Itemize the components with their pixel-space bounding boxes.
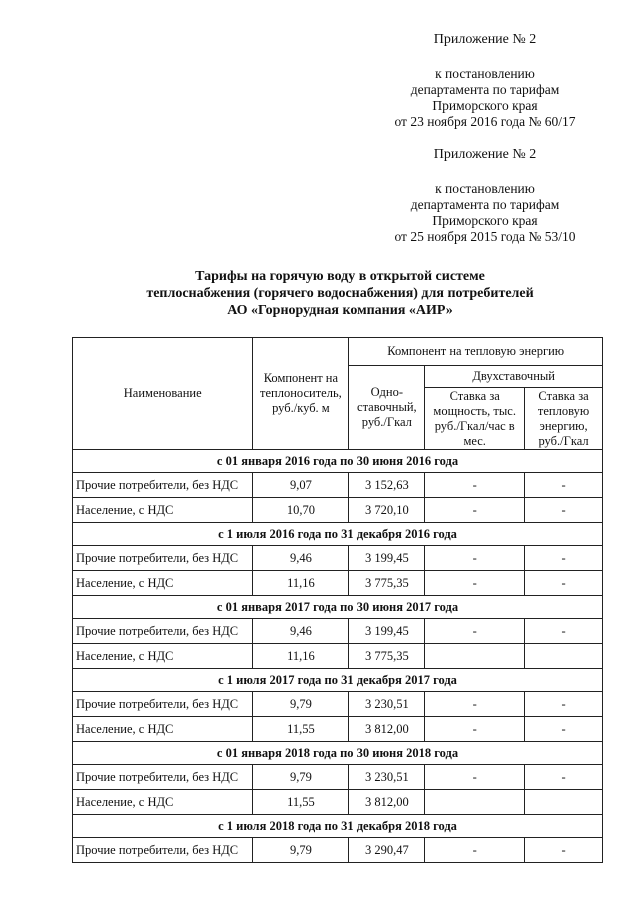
table-row: [73, 498, 603, 523]
cell-capacity: [425, 790, 525, 815]
cell-energy: [525, 644, 603, 669]
header-thermal: Компонент на тепловую энергию: [349, 338, 603, 366]
table-row: [73, 838, 603, 863]
table-row: [73, 790, 603, 815]
title-line: АО «Горнорудная компания «АИР»: [227, 303, 453, 318]
tariff-table-body: [73, 450, 603, 863]
cell-energy: -: [525, 498, 603, 523]
table-row: [73, 765, 603, 790]
table-row: [73, 473, 603, 498]
cell-name: Прочие потребители, без НДС: [73, 473, 253, 498]
cell-name: Население, с НДС: [73, 498, 253, 523]
period-row: [73, 523, 603, 546]
cell-energy: -: [525, 765, 603, 790]
header-carrier: Компонент на теплоноситель, руб./куб. м: [253, 338, 349, 450]
cell-energy: -: [525, 717, 603, 742]
cell-capacity: -: [425, 473, 525, 498]
appendix-current-line: к постановлению: [435, 66, 535, 81]
period-label: с 01 января 2016 года по 30 июня 2016 года: [73, 450, 603, 473]
table-row: [73, 619, 603, 644]
appendix-original: [370, 147, 600, 245]
header-name: Наименование: [73, 338, 253, 450]
period-label: с 1 июля 2017 года по 31 декабря 2017 года: [73, 669, 603, 692]
cell-capacity: -: [425, 765, 525, 790]
cell-carrier: 10,70: [253, 498, 349, 523]
cell-name: Население, с НДС: [73, 571, 253, 596]
cell-carrier: 11,55: [253, 790, 349, 815]
cell-single: 3 720,10: [349, 498, 425, 523]
appendix-current-line: от 23 ноября 2016 года № 60/17: [394, 114, 576, 129]
cell-single: 3 812,00: [349, 790, 425, 815]
period-label: с 01 января 2018 года по 30 июня 2018 года: [73, 742, 603, 765]
appendix-original-line: Приморского края: [432, 213, 538, 228]
cell-capacity: -: [425, 838, 525, 863]
cell-single: 3 152,63: [349, 473, 425, 498]
cell-name: Прочие потребители, без НДС: [73, 692, 253, 717]
cell-name: Население, с НДС: [73, 644, 253, 669]
cell-capacity: -: [425, 619, 525, 644]
document-title: [60, 268, 620, 319]
appendix-original-line: к постановлению: [435, 181, 535, 196]
period-label: с 1 июля 2016 года по 31 декабря 2016 года: [73, 523, 603, 546]
cell-carrier: 9,46: [253, 619, 349, 644]
cell-carrier: 9,07: [253, 473, 349, 498]
header-energy-rate: Ставка за тепловую энергию, руб./Гкал: [525, 388, 603, 450]
table-row: [73, 717, 603, 742]
cell-energy: -: [525, 473, 603, 498]
appendix-current-line: Приморского края: [432, 98, 538, 113]
header-single-rate: Одно-ставочный, руб./Гкал: [349, 366, 425, 450]
title-line: Тарифы на горячую воду в открытой системе: [195, 269, 485, 284]
cell-single: 3 230,51: [349, 765, 425, 790]
cell-carrier: 9,79: [253, 838, 349, 863]
period-row: [73, 815, 603, 838]
cell-name: Население, с НДС: [73, 717, 253, 742]
appendix-original-line: департамента по тарифам: [410, 197, 560, 212]
appendix-original-head: Приложение № 2: [433, 147, 537, 162]
cell-name: Население, с НДС: [73, 790, 253, 815]
cell-name: Прочие потребители, без НДС: [73, 546, 253, 571]
cell-single: 3 775,35: [349, 644, 425, 669]
appendix-original-line: от 25 ноября 2015 года № 53/10: [394, 229, 576, 244]
title-line: теплоснабжения (горячего водоснабжения) для потребителей: [146, 286, 534, 301]
cell-name: Прочие потребители, без НДС: [73, 765, 253, 790]
cell-carrier: 11,16: [253, 571, 349, 596]
cell-single: 3 230,51: [349, 692, 425, 717]
cell-name: Прочие потребители, без НДС: [73, 619, 253, 644]
cell-capacity: -: [425, 546, 525, 571]
cell-energy: -: [525, 692, 603, 717]
cell-carrier: 9,79: [253, 692, 349, 717]
tariff-table: [72, 337, 603, 863]
cell-energy: -: [525, 619, 603, 644]
appendix-current-head: Приложение № 2: [433, 32, 537, 47]
cell-carrier: 11,55: [253, 717, 349, 742]
cell-capacity: -: [425, 571, 525, 596]
cell-single: 3 290,47: [349, 838, 425, 863]
appendix-current: [370, 32, 600, 130]
cell-energy: -: [525, 838, 603, 863]
cell-capacity: [425, 644, 525, 669]
cell-carrier: 11,16: [253, 644, 349, 669]
cell-capacity: -: [425, 498, 525, 523]
period-row: [73, 669, 603, 692]
cell-energy: -: [525, 571, 603, 596]
cell-carrier: 9,79: [253, 765, 349, 790]
table-row: [73, 644, 603, 669]
cell-carrier: 9,46: [253, 546, 349, 571]
header-capacity-rate: Ставка за мощность, тыс. руб./Гкал/час в мес.: [425, 388, 525, 450]
cell-single: 3 775,35: [349, 571, 425, 596]
appendix-current-line: департамента по тарифам: [410, 82, 560, 97]
cell-energy: [525, 790, 603, 815]
cell-capacity: -: [425, 692, 525, 717]
table-row: [73, 692, 603, 717]
period-label: с 01 января 2017 года по 30 июня 2017 года: [73, 596, 603, 619]
period-label: с 1 июля 2018 года по 31 декабря 2018 года: [73, 815, 603, 838]
period-row: [73, 596, 603, 619]
table-row: [73, 546, 603, 571]
table-row: [73, 571, 603, 596]
cell-single: 3 199,45: [349, 619, 425, 644]
cell-capacity: -: [425, 717, 525, 742]
cell-energy: -: [525, 546, 603, 571]
cell-single: 3 199,45: [349, 546, 425, 571]
cell-single: 3 812,00: [349, 717, 425, 742]
period-row: [73, 742, 603, 765]
period-row: [73, 450, 603, 473]
cell-name: Прочие потребители, без НДС: [73, 838, 253, 863]
header-two-rate: Двухставочный: [425, 366, 603, 388]
